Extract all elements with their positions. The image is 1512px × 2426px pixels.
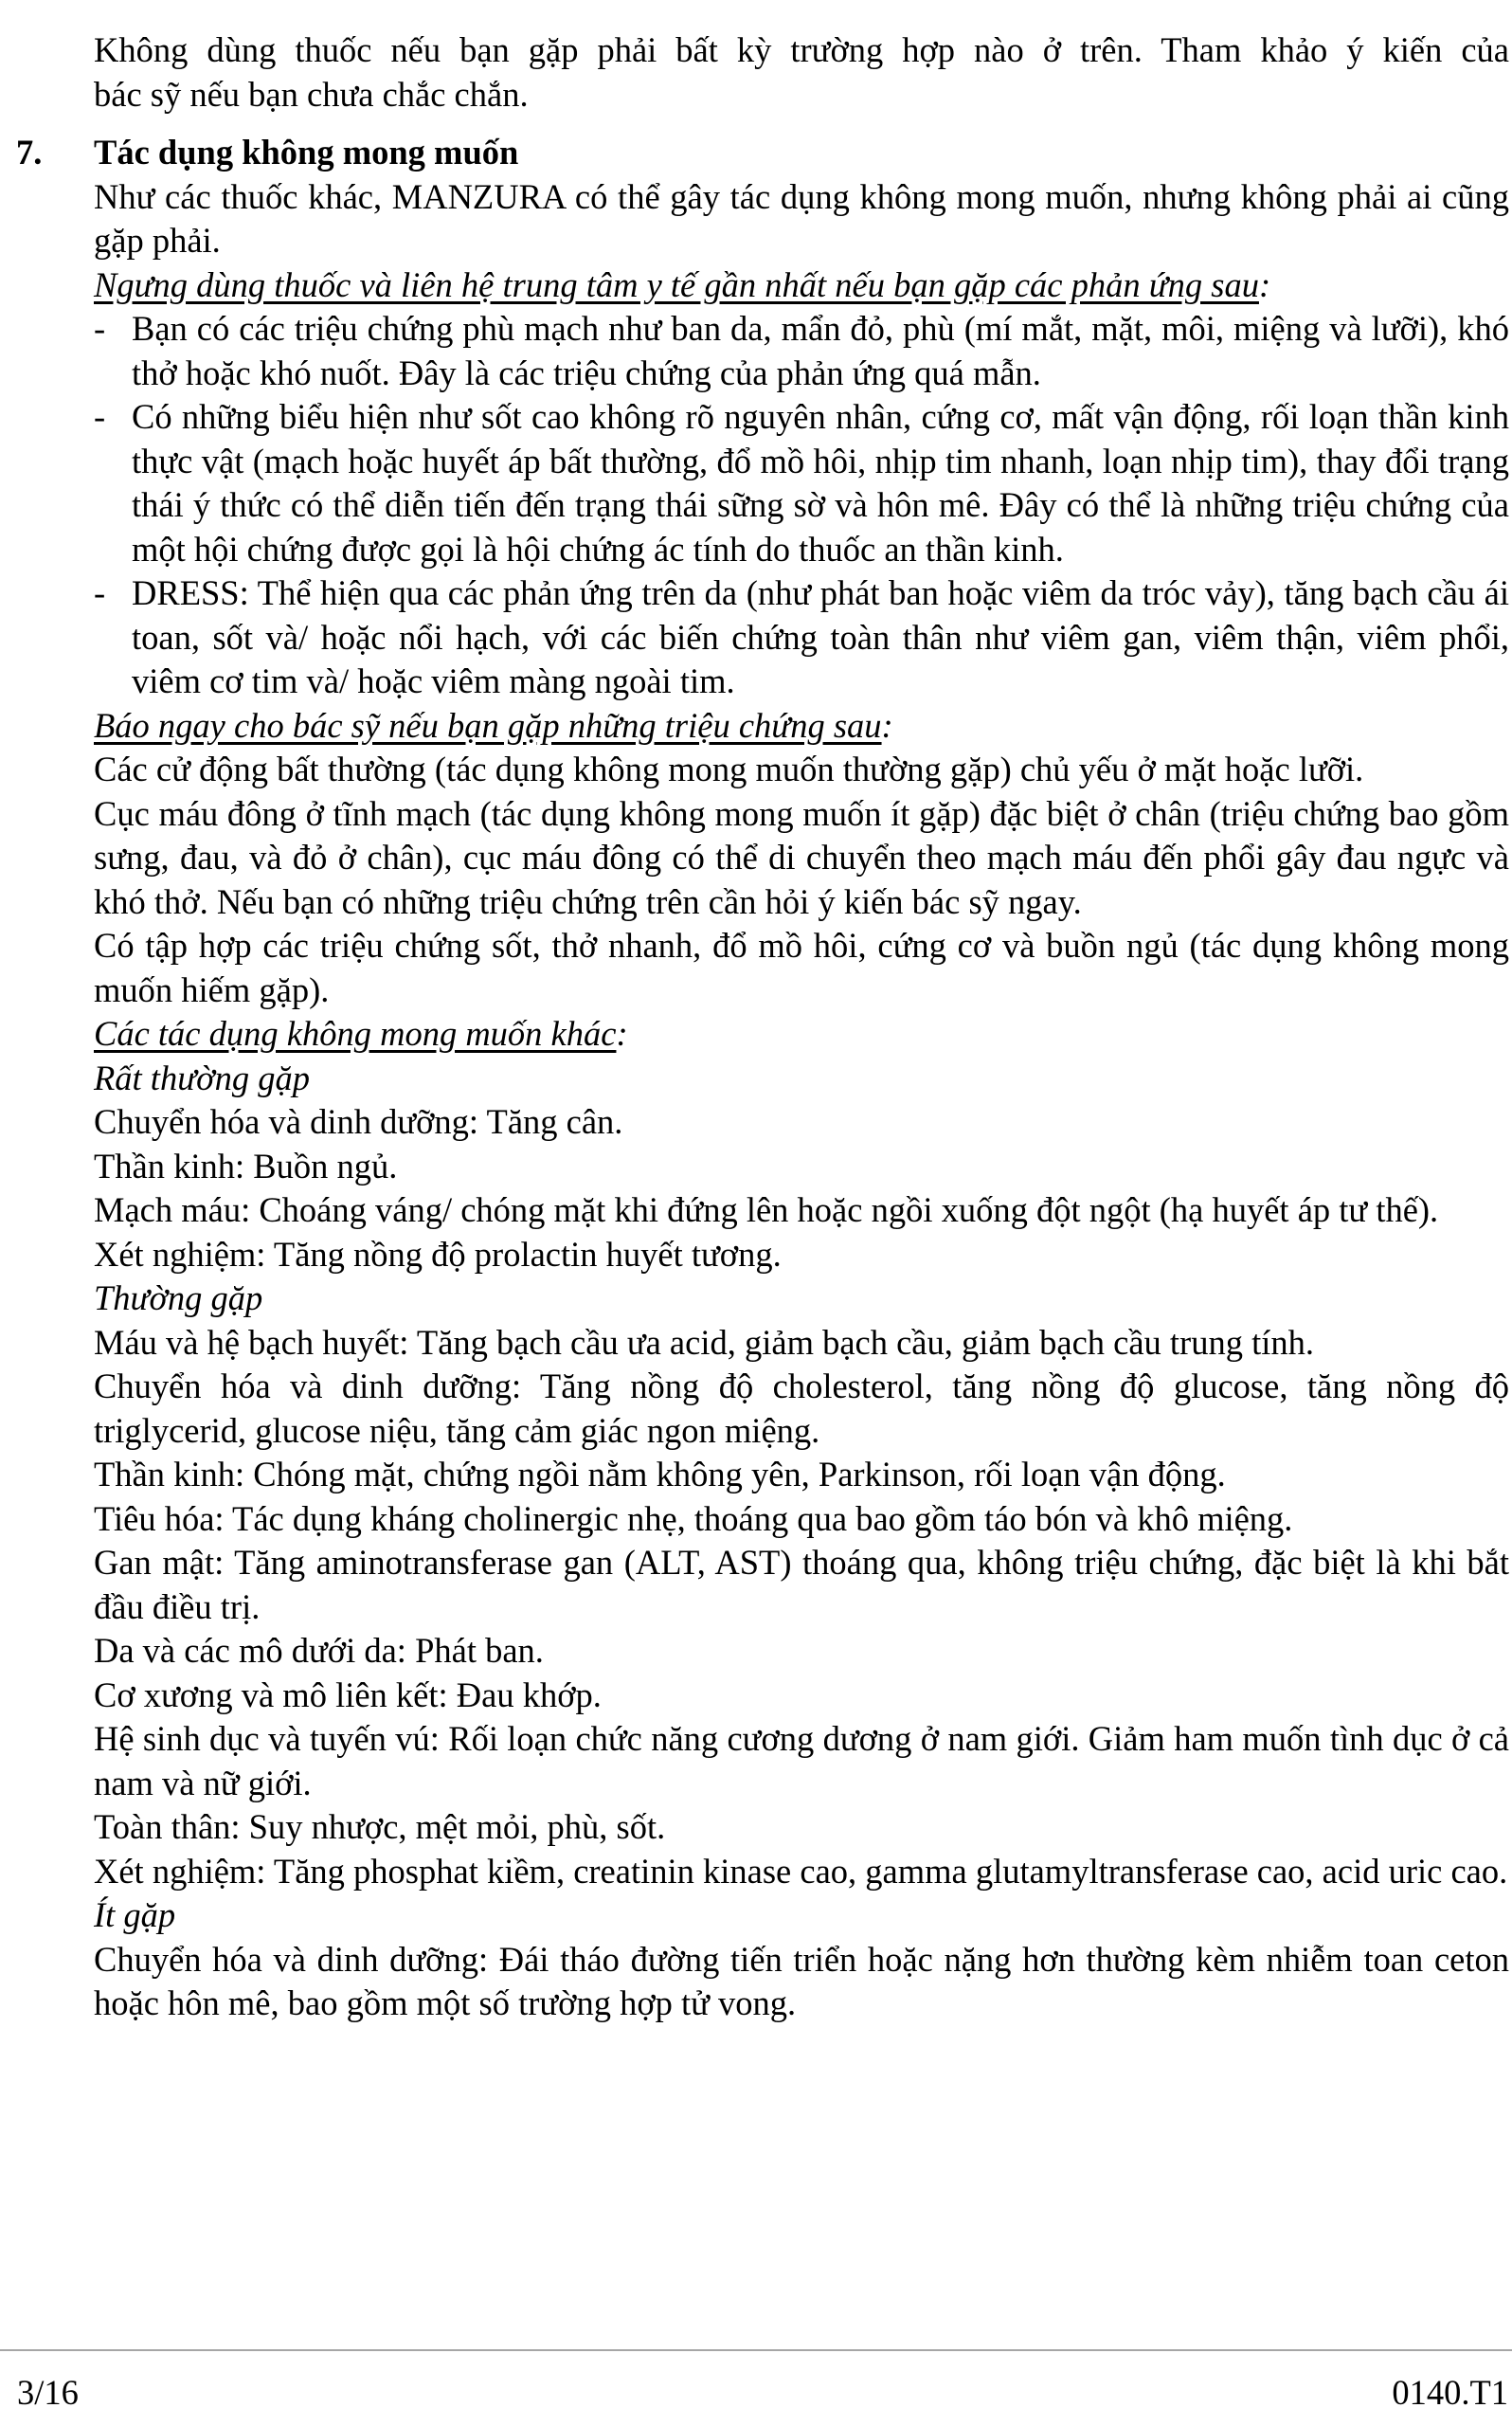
bullet-text: DRESS: Thể hiện qua các phản ứng trên da (như phát ban hoặc viêm da tróc vảy), tăng bạch cầu ái toan, sốt và/ hoặc nổi hạch, với các biến chứng toàn thân như viêm gan, viêm thận, viêm phổi, viêm cơ tim và/ hoặc viêm màng ngoài tim.	[132, 573, 1509, 700]
document-code: 0140.T1	[1392, 2373, 1508, 2412]
stop-heading-colon: :	[1258, 264, 1271, 304]
bullet-text: Có những biểu hiện như sốt cao không rõ nguyên nhân, cứng cơ, mất vận động, rối loạn thần kinh thực vật (mạch hoặc huyết áp bất thường, đổ mồ hôi, nhịp tim nhanh, loạn nhịp tim), thay đổi trạng thái ý thức có thể diễn tiến đến trạng thái sững sờ và hôn mê. Đây có thể là những triệu chứng của một hội chứng được gọi là hội chứng ác tính do thuốc an thần kinh.	[132, 397, 1509, 569]
bullet-dash: -	[94, 573, 106, 612]
effect-item: Da và các mô dưới da: Phát ban.	[94, 1631, 544, 1670]
effect-item: Chuyển hóa và dinh dưỡng: Đái tháo đường tiến triển hoặc nặng hơn thường kèm nhiễm toan ceton hoặc hôn mê, bao gồm một số trường hợp tử vong.	[94, 1939, 1509, 2022]
other-heading-colon: :	[616, 1014, 628, 1053]
effect-item: Chuyển hóa và dinh dưỡng: Tăng cân.	[94, 1102, 623, 1141]
effect-item: Toàn thân: Suy nhược, mệt mỏi, phù, sốt.	[94, 1807, 666, 1846]
report-paragraph: Các cử động bất thường (tác dụng không mong muốn thường gặp) chủ yếu ở mặt hoặc lưỡi.	[94, 750, 1364, 788]
bullet-nms	[94, 395, 1509, 571]
report-heading	[94, 704, 1509, 749]
other-heading	[94, 1012, 1509, 1057]
frequency-label-uncommon: Ít gặp	[94, 1895, 176, 1934]
page-content	[16, 28, 1509, 2026]
bullet-angioedema	[94, 307, 1509, 395]
bullet-dash: -	[94, 309, 106, 348]
section-heading	[16, 131, 1509, 175]
section-title: Tác dụng không mong muốn	[94, 133, 519, 172]
other-heading-text: Các tác dụng không mong muốn khác	[94, 1014, 617, 1053]
intro-line-2: bác sỹ nếu bạn chưa chắc chắn.	[94, 74, 529, 114]
frequency-label-common: Thường gặp	[94, 1278, 263, 1317]
effect-item: Chuyển hóa và dinh dưỡng: Tăng nồng độ cholesterol, tăng nồng độ glucose, tăng nồng độ triglycerid, glucose niệu, tăng cảm giác ngon miệng.	[94, 1367, 1509, 1450]
footer-divider	[0, 2349, 1512, 2351]
report-heading-colon: :	[881, 705, 893, 745]
section-intro: Như các thuốc khác, MANZURA có thể gây tác dụng không mong muốn, nhưng không phải ai cũng gặp phải.	[94, 176, 1509, 260]
bullet-dress	[94, 571, 1509, 704]
effect-item: Thần kinh: Chóng mặt, chứng ngồi nằm không yên, Parkinson, rối loạn vận động.	[94, 1455, 1226, 1494]
effect-item: Hệ sinh dục và tuyến vú: Rối loạn chức năng cương dương ở nam giới. Giảm ham muốn tình dục ở cả nam và nữ giới.	[94, 1719, 1509, 1802]
stop-heading	[94, 263, 1509, 308]
effect-item: Cơ xương và mô liên kết: Đau khớp.	[94, 1675, 602, 1714]
effect-item: Thần kinh: Buồn ngủ.	[94, 1146, 398, 1186]
bullet-dash: -	[94, 397, 106, 436]
intro-line-1: Không dùng thuốc nếu bạn gặp phải bất kỳ trường hợp nào ở trên. Tham khảo ý kiến của	[94, 30, 1509, 69]
effect-item: Gan mật: Tăng aminotransferase gan (ALT, AST) thoáng qua, không triệu chứng, đặc biệt là khi bắt đầu điều trị.	[94, 1543, 1509, 1626]
effect-item: Máu và hệ bạch huyết: Tăng bạch cầu ưa acid, giảm bạch cầu, giảm bạch cầu trung tính.	[94, 1322, 1314, 1362]
report-paragraph: Cục máu đông ở tĩnh mạch (tác dụng không mong muốn ít gặp) đặc biệt ở chân (triệu chứng bao gồm sưng, đau, và đỏ ở chân), cục máu đông có thể di chuyển theo mạch máu đến phổi gây đau ngực và khó thở. Nếu bạn có những triệu chứng trên cần hỏi ý kiến bác sỹ ngay.	[94, 793, 1509, 921]
effect-item: Mạch máu: Choáng váng/ chóng mặt khi đứng lên hoặc ngồi xuống đột ngột (hạ huyết áp tư thế).	[94, 1190, 1439, 1229]
frequency-label-very-common: Rất thường gặp	[94, 1058, 310, 1097]
report-paragraph: Có tập hợp các triệu chứng sốt, thở nhanh, đổ mồ hôi, cứng cơ và buồn ngủ (tác dụng không mong muốn hiếm gặp).	[94, 926, 1509, 1009]
effect-item: Xét nghiệm: Tăng nồng độ prolactin huyết tương.	[94, 1234, 782, 1274]
effect-item: Xét nghiệm: Tăng phosphat kiềm, creatinin kinase cao, gamma glutamyltransferase cao, acid uric cao.	[94, 1851, 1508, 1891]
bullet-text: Bạn có các triệu chứng phù mạch như ban da, mẩn đỏ, phù (mí mắt, mặt, môi, miệng và lưỡi), khó thở hoặc khó nuốt. Đây là các triệu chứng của phản ứng quá mẫn.	[132, 309, 1509, 392]
page-number: 3/16	[17, 2373, 79, 2412]
section-number: 7.	[16, 133, 43, 172]
effect-item: Tiêu hóa: Tác dụng kháng cholinergic nhẹ, thoáng qua bao gồm táo bón và khô miệng.	[94, 1498, 1293, 1538]
report-heading-text: Báo ngay cho bác sỹ nếu bạn gặp những triệu chứng sau	[94, 705, 882, 745]
stop-heading-text: Ngưng dùng thuốc và liên hệ trung tâm y tế gần nhất nếu bạn gặp các phản ứng sau	[94, 264, 1259, 304]
